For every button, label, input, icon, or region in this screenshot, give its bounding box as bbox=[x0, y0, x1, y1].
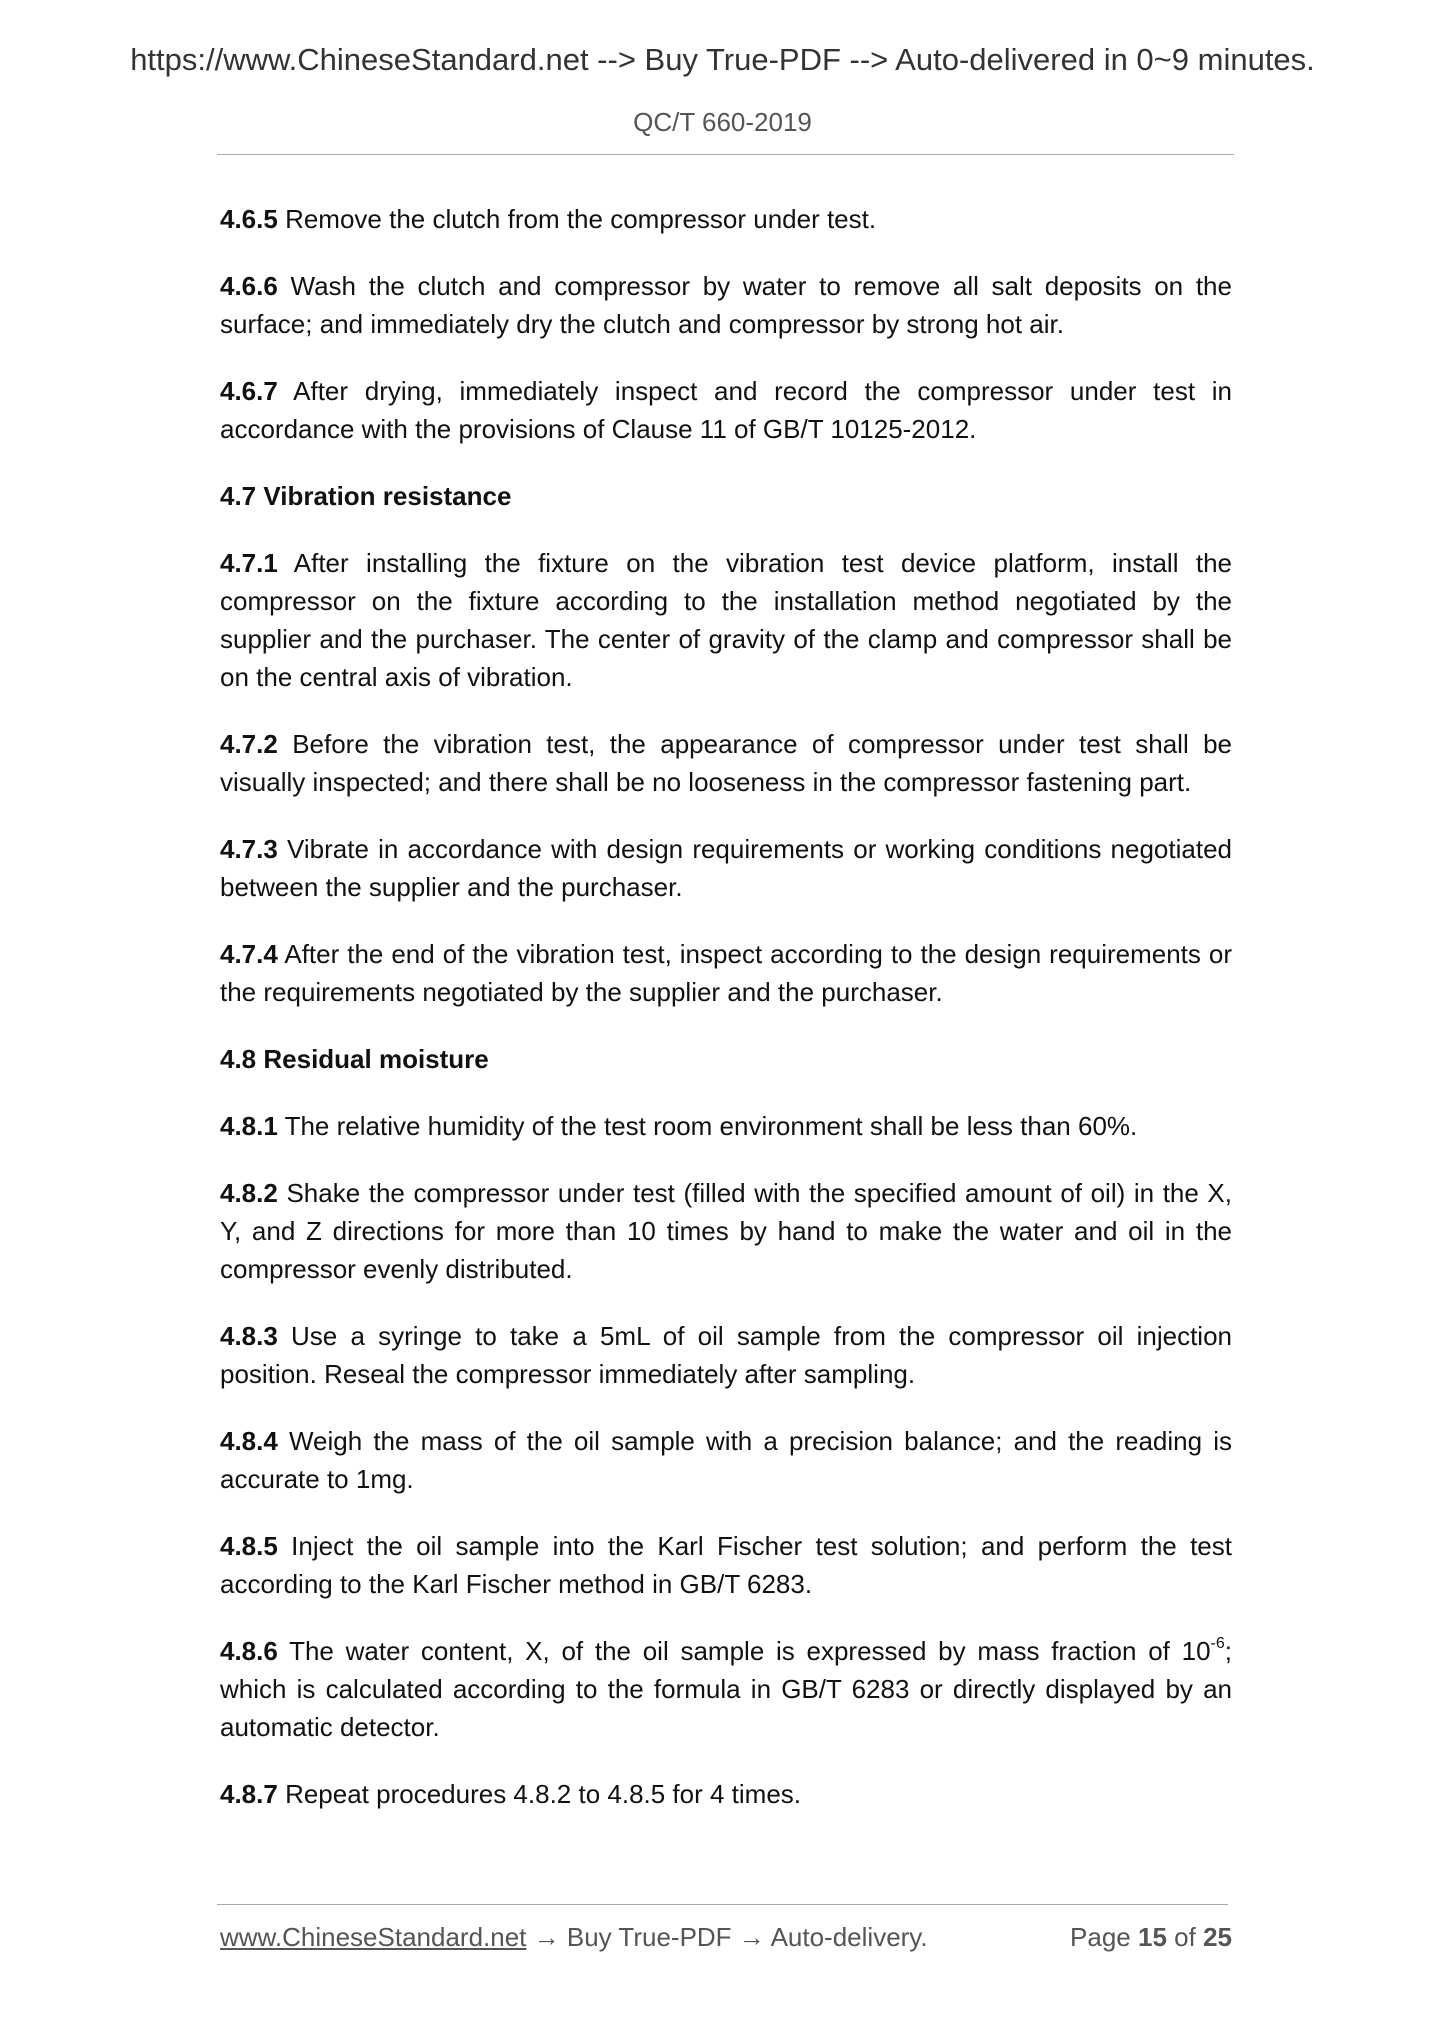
clause-number: 4.6.6 bbox=[220, 271, 278, 301]
clause-text: Before the vibration test, the appearance of compressor under test shall be visually inspected; and there shall be no looseness in the compressor fastening part. bbox=[220, 729, 1232, 797]
page-of: of bbox=[1174, 1922, 1196, 1952]
clause-number: 4.7.3 bbox=[220, 834, 278, 864]
clause-text: After the end of the vibration test, inspect according to the design requirements or the requirements negotiated by the supplier and the purchaser. bbox=[220, 939, 1232, 1007]
clause-text: After installing the fixture on the vibration test device platform, install the compressor on the fixture according to the installation method negotiated by the supplier and the purchaser. The center of gravity of the clamp and compressor shall be on the central axis of vibration. bbox=[220, 548, 1232, 692]
clause-number: 4.7.4 bbox=[220, 939, 278, 969]
site-link[interactable]: www.ChineseStandard.net bbox=[220, 1922, 527, 1952]
clause-text: After drying, immediately inspect and record the compressor under test in accordance with the provisions of Clause 11 of GB/T 10125-2012. bbox=[220, 376, 1233, 444]
clause-number: 4.8.5 bbox=[220, 1531, 278, 1561]
clause-text: Weigh the mass of the oil sample with a precision balance; and the reading is accurate to 1mg. bbox=[220, 1426, 1232, 1494]
clause-number: 4.8.3 bbox=[220, 1321, 278, 1351]
section-heading-4-8: 4.8 Residual moisture bbox=[220, 1044, 489, 1074]
top-banner: https://www.ChineseStandard.net --> Buy True-PDF --> Auto-delivered in 0~9 minutes. bbox=[130, 42, 1315, 77]
footer-divider bbox=[217, 1904, 1228, 1905]
clause-text: Inject the oil sample into the Karl Fischer test solution; and perform the test according to the Karl Fischer method in GB/T 6283. bbox=[220, 1531, 1232, 1599]
clause-number: 4.8.6 bbox=[220, 1636, 278, 1666]
document-body bbox=[220, 200, 1232, 1842]
clause-4-7-3 bbox=[220, 830, 1232, 906]
clause-4-6-5 bbox=[220, 200, 1232, 238]
clause-number: 4.6.5 bbox=[220, 204, 278, 234]
clause-text-continued: ; which is calculated according to the formula in GB/T 6283 or directly displayed by an automatic detector. bbox=[220, 1636, 1232, 1742]
clause-text: Remove the clutch from the compressor under test. bbox=[285, 204, 877, 234]
clause-text: The water content, X, of the oil sample is expressed by mass fraction of 10 bbox=[289, 1636, 1211, 1666]
clause-text: The relative humidity of the test room environment shall be less than 60%. bbox=[284, 1111, 1138, 1141]
clause-number: 4.8.2 bbox=[220, 1178, 278, 1208]
page-current: 15 bbox=[1138, 1922, 1167, 1952]
superscript-exponent: -6 bbox=[1210, 1635, 1225, 1653]
clause-4-8-3 bbox=[220, 1317, 1232, 1393]
clause-text: Use a syringe to take a 5mL of oil sample from the compressor oil injection position. Reseal the compressor immediately after sampling. bbox=[220, 1321, 1232, 1389]
page-indicator bbox=[1070, 1922, 1232, 1953]
clause-4-6-6 bbox=[220, 267, 1232, 343]
clause-4-7-2 bbox=[220, 725, 1232, 801]
clause-4-8-2 bbox=[220, 1174, 1232, 1288]
clause-text: Wash the clutch and compressor by water to remove all salt deposits on the surface; and immediately dry the clutch and compressor by strong hot air. bbox=[220, 271, 1232, 339]
clause-number: 4.7.2 bbox=[220, 729, 278, 759]
clause-number: 4.6.7 bbox=[220, 376, 278, 406]
clause-4-8-6 bbox=[220, 1632, 1232, 1746]
standard-id: QC/T 660-2019 bbox=[633, 107, 812, 137]
section-heading-4-7: 4.7 Vibration resistance bbox=[220, 481, 512, 511]
clause-4-8-7 bbox=[220, 1775, 1232, 1813]
header-divider bbox=[217, 154, 1234, 155]
clause-number: 4.8.7 bbox=[220, 1779, 278, 1809]
clause-4-8-4 bbox=[220, 1422, 1232, 1498]
page-footer bbox=[220, 1922, 1232, 1953]
clause-4-7-4 bbox=[220, 935, 1232, 1011]
clause-number: 4.7.1 bbox=[220, 548, 278, 578]
clause-text: Vibrate in accordance with design requirements or working conditions negotiated between the supplier and the purchaser. bbox=[220, 834, 1232, 902]
page-word: Page bbox=[1070, 1922, 1131, 1952]
footer-tagline: → Buy True-PDF → Auto-delivery. bbox=[526, 1922, 928, 1952]
clause-4-7-1 bbox=[220, 544, 1232, 696]
clause-number: 4.8.4 bbox=[220, 1426, 278, 1456]
page-total: 25 bbox=[1203, 1922, 1232, 1952]
clause-text: Repeat procedures 4.8.2 to 4.8.5 for 4 times. bbox=[285, 1779, 802, 1809]
clause-text: Shake the compressor under test (filled with the specified amount of oil) in the X, Y, and Z directions for more than 10 times by hand to make the water and oil in the compressor evenly distributed. bbox=[220, 1178, 1232, 1284]
clause-4-6-7 bbox=[220, 372, 1232, 448]
clause-4-8-1 bbox=[220, 1107, 1232, 1145]
clause-4-8-5 bbox=[220, 1527, 1232, 1603]
clause-number: 4.8.1 bbox=[220, 1111, 278, 1141]
